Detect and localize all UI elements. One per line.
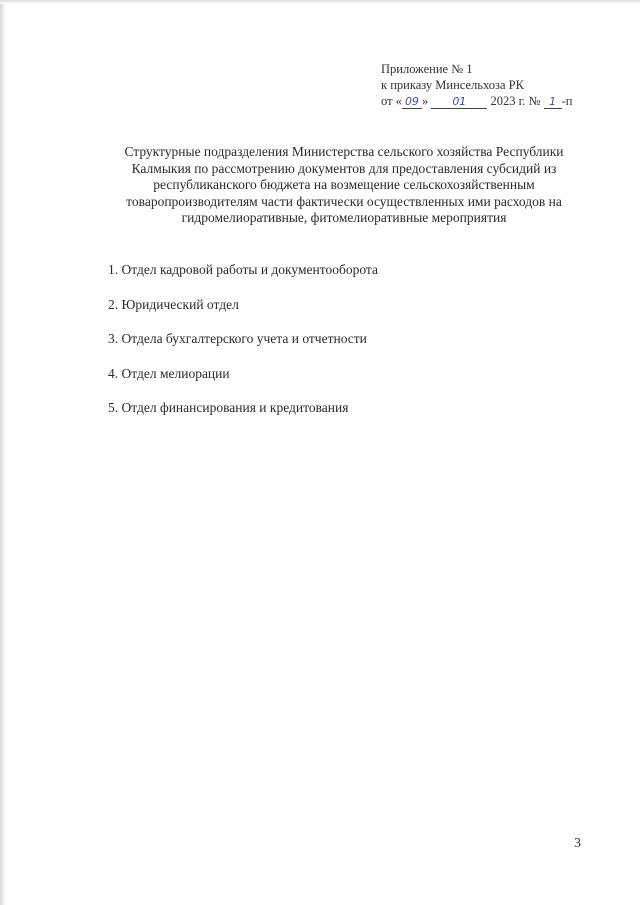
date-month-handwritten: 01 — [452, 95, 467, 108]
appendix-header — [381, 61, 611, 109]
department-item: 1. Отдел кадровой работы и документооборота — [108, 262, 378, 277]
department-item: 4. Отдел мелиорации — [108, 365, 230, 381]
date-day-handwritten: 09 — [404, 95, 419, 108]
date-day-field — [402, 95, 422, 109]
scan-edge-top — [0, 0, 640, 4]
title-line: Структурные подразделения Министерства сельского хозяйства Республики — [124, 144, 564, 159]
appendix-date-line — [381, 93, 611, 109]
scan-edge-left — [0, 0, 5, 905]
appendix-number: Приложение № 1 — [381, 62, 473, 76]
page-number: 3 — [574, 836, 581, 851]
date-prefix: от « — [381, 94, 402, 108]
department-item: 5. Отдел финансирования и кредитования — [108, 400, 349, 415]
document-title — [84, 144, 604, 227]
order-number-handwritten: 1 — [549, 95, 557, 108]
department-item: 2. Юридический отдел — [108, 296, 239, 312]
date-mid: » — [421, 94, 429, 108]
appendix-order-reference: к приказу Минсельхоза РК — [381, 78, 524, 92]
order-suffix: -п — [561, 94, 573, 108]
date-year: 2023 г. № — [490, 94, 541, 108]
order-number-field — [544, 95, 562, 109]
department-list — [108, 262, 378, 435]
title-line: Калмыкия по рассмотрению документов для предоставления субсидий из — [131, 160, 557, 176]
title-line: гидромелиоративные, фитомелиоративные мероприятия — [181, 210, 507, 225]
title-line: товаропроизводителям части фактически осуществленных ими расходов на — [126, 193, 562, 209]
date-month-field — [431, 95, 487, 109]
department-item: 3. Отдела бухгалтерского учета и отчетности — [108, 331, 367, 346]
title-line: республиканского бюджета на возмещение сельскохозяйственным — [153, 177, 535, 192]
